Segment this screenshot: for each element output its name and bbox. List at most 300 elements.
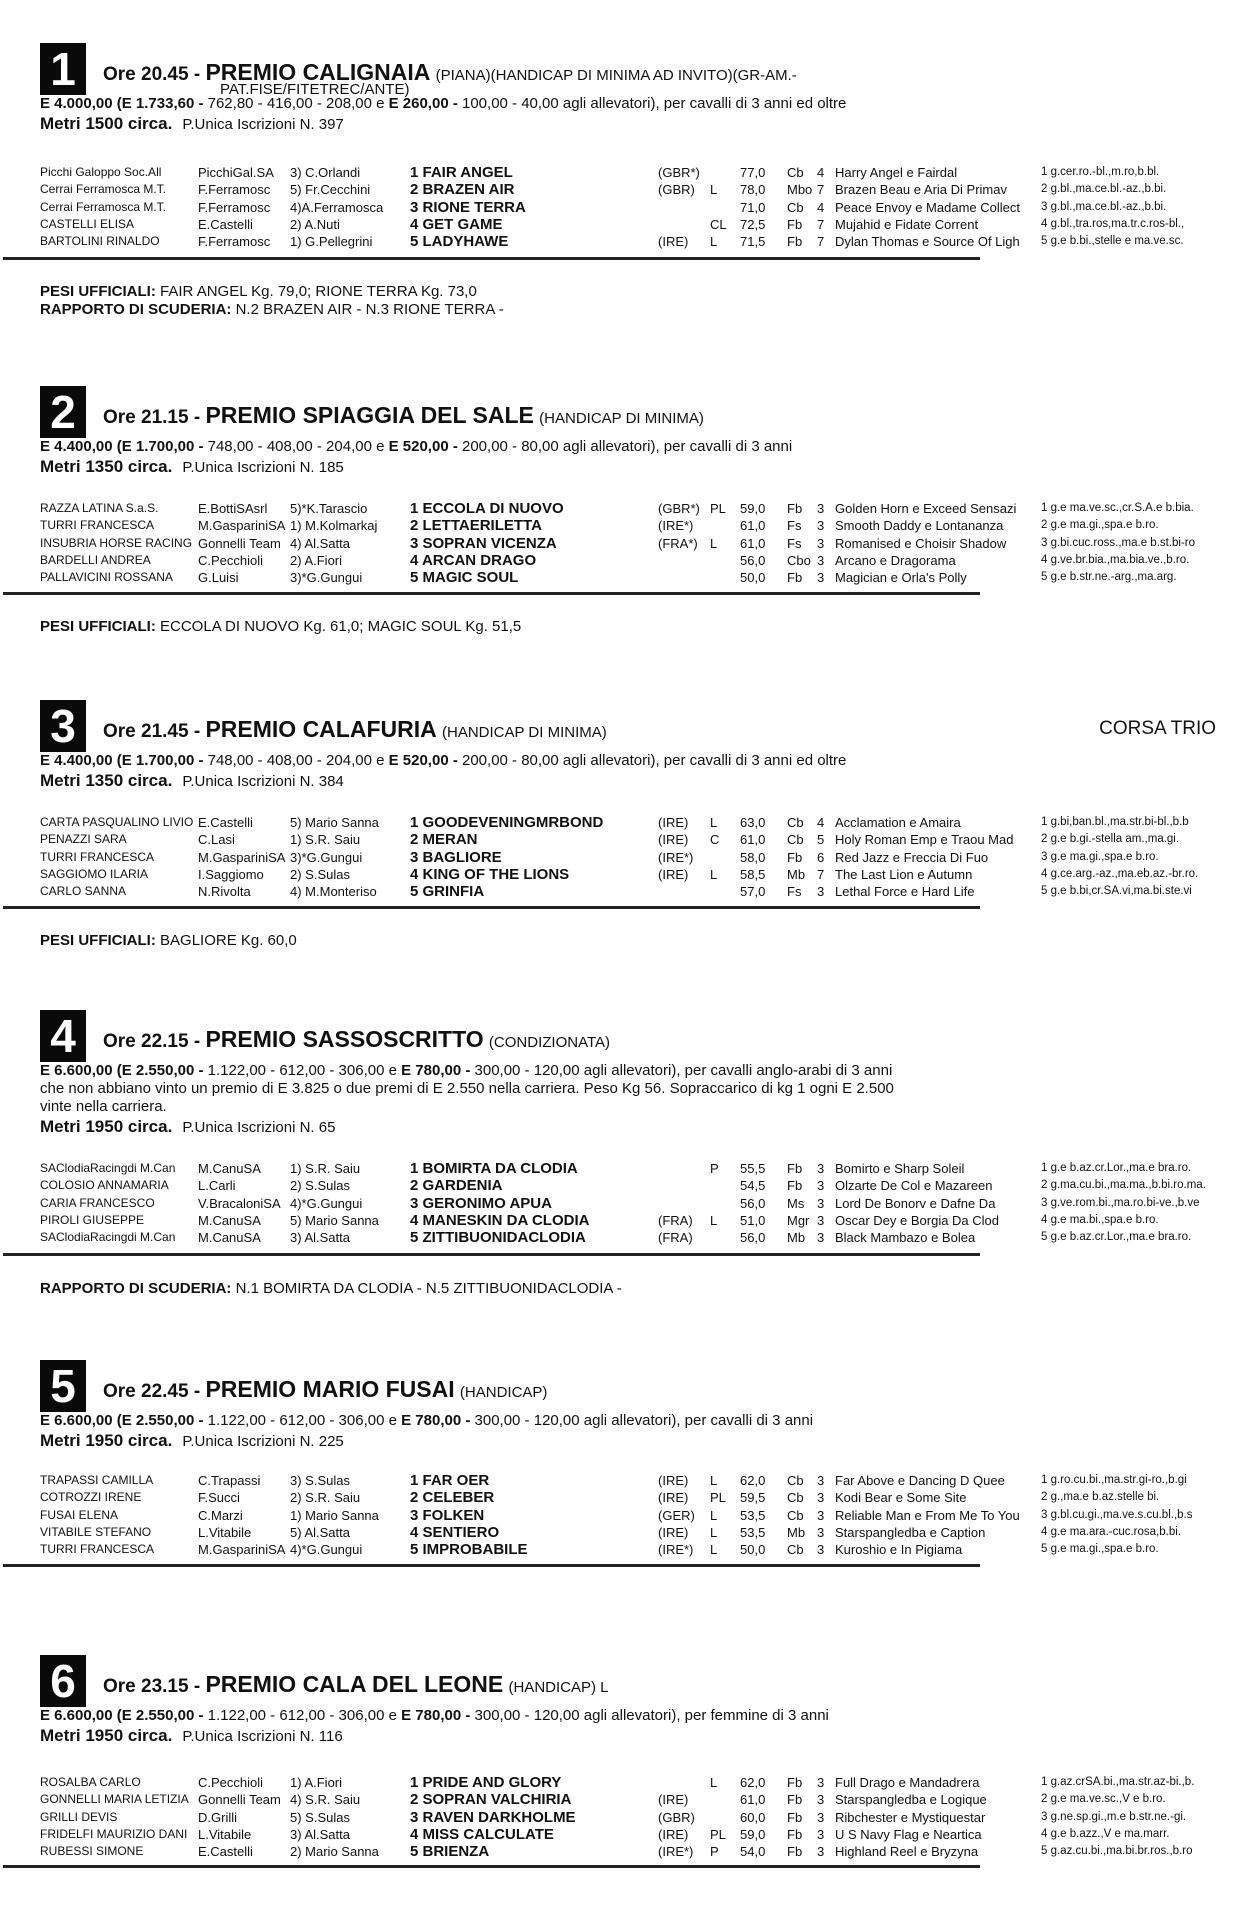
owner-cell: RUBESSI SIMONE — [40, 1844, 144, 1859]
age-cell: 3 — [817, 1213, 825, 1229]
pedigree-cell: Romanised e Choisir Shadow — [835, 535, 1007, 551]
trainer-cell: L.Carli — [198, 1178, 236, 1194]
horse-name: 2 SOPRAN VALCHIRIA — [410, 1791, 572, 1809]
race-info: P.Unica Iscrizioni N. 185 — [182, 459, 344, 476]
silks-cell: 2 g.bl.,ma.ce.bl.-az.,b.bi. — [1041, 183, 1167, 196]
silks-cell: 1 g.cer.ro.-bl.,m.ro,b.bl. — [1041, 166, 1160, 179]
race-5 — [0, 1360, 1241, 1559]
weight-cell: 61,0 — [740, 1792, 766, 1808]
prize-breeders: E 780,00 - — [401, 1062, 471, 1079]
weight-cell: 53,5 — [740, 1525, 766, 1541]
silks-cell: 5 g.e ma.gi.,spa.e b.ro. — [1041, 1543, 1159, 1556]
pedigree-cell: Golden Horn e Exceed Sensazi — [835, 501, 1017, 517]
pedigree-cell: Oscar Dey e Borgia Da Clod — [835, 1213, 1000, 1229]
silks-cell: 2 g.e b.gi.-stella am.,ma.gi. — [1041, 833, 1180, 846]
silks-cell: 4 g.ce.arg.-az.,ma.eb.az.-br.ro. — [1041, 868, 1199, 881]
trainer-cell: F.Succi — [198, 1490, 240, 1506]
entry-row — [40, 1524, 1193, 1541]
owner-cell: FRIDELFI MAURIZIO DANI — [40, 1827, 188, 1842]
divider — [3, 1253, 980, 1256]
age-cell: 3 — [817, 1525, 825, 1541]
race-distance-line — [40, 114, 344, 134]
origin-cell: (IRE*) — [658, 849, 694, 865]
entry-row — [40, 1774, 1194, 1791]
jockey-cell: 5)*K.Tarascio — [290, 501, 368, 517]
entry-row — [40, 866, 1198, 883]
flag-cell: L — [710, 1775, 718, 1791]
trainer-cell: D.Grilli — [198, 1809, 237, 1825]
silks-cell: 5 g.az.cu.bi.,ma.bi.br.ros.,b.ro — [1041, 1845, 1193, 1858]
race-number-badge: 4 — [40, 1010, 86, 1062]
flag-cell — [710, 517, 740, 534]
owner-cell: SAGGIOMO ILARIA — [40, 867, 149, 882]
origin-cell — [658, 216, 710, 233]
trainer-cell: C.Pecchioli — [198, 1775, 264, 1791]
race-header — [0, 1360, 1241, 1412]
weight-cell: 61,0 — [740, 535, 766, 551]
race-conditions-text: che non abbiano vinto un premio di E 3.825 o due premi di E 2.550 nella carriera. Peso Kg 56. Sopraccarico di kg 1 ogni E 2.500 — [40, 1080, 894, 1097]
race-header — [0, 1010, 1241, 1062]
weight-cell: 63,0 — [740, 815, 766, 831]
weight-cell: 54,5 — [740, 1178, 766, 1194]
race-distance: Metri 1950 circa. — [40, 1431, 173, 1450]
age-cell: 7 — [817, 217, 825, 233]
owner-cell: TRAPASSI CAMILLA — [40, 1473, 154, 1488]
horse-name: 5 BRIENZA — [410, 1843, 490, 1861]
flag-cell: L — [710, 867, 718, 883]
prize-breeders: E 780,00 - — [401, 1707, 471, 1724]
prize-breeders-rest: 100,00 - 40,00 agli allevatori), per cavalli di 3 anni ed oltre — [462, 95, 847, 112]
note-text: ECCOLA DI NUOVO Kg. 61,0; MAGIC SOUL Kg. 51,5 — [155, 618, 522, 635]
note-label: PESI UFFICIALI: — [40, 618, 156, 635]
equipment-cell: Cb — [787, 1507, 804, 1523]
weight-cell: 59,0 — [740, 501, 766, 517]
horse-name: 2 LETTAERILETTA — [410, 517, 542, 535]
pedigree-cell: Reliable Man e From Me To You — [835, 1507, 1020, 1523]
note-pesi — [40, 283, 477, 300]
origin-cell — [658, 883, 710, 900]
owner-cell: GRILLI DEVIS — [40, 1809, 118, 1824]
age-cell: 3 — [817, 1178, 825, 1194]
age-cell: 3 — [817, 1230, 825, 1246]
age-cell: 3 — [817, 1507, 825, 1523]
weight-cell: 61,0 — [740, 832, 766, 848]
prize-total: E 6.600,00 — [40, 1412, 113, 1429]
owner-cell: COLOSIO ANNAMARIA — [40, 1178, 169, 1193]
horse-name: 4 ARCAN DRAGO — [410, 552, 537, 570]
horse-name: 1 PRIDE AND GLORY — [410, 1774, 562, 1792]
jockey-cell: 3) S.Sulas — [290, 1473, 350, 1489]
prize-first: (E 2.550,00 - — [116, 1412, 204, 1429]
owner-cell: TURRI FRANCESCA — [40, 1542, 155, 1557]
prize-first: (E 2.550,00 - — [116, 1707, 204, 1724]
race-distance-line — [40, 771, 344, 791]
silks-cell: 4 g.ve.br.bia.,ma.bia.ve.,b.ro. — [1041, 554, 1190, 567]
age-cell: 3 — [817, 1161, 825, 1177]
pedigree-cell: Mujahid e Fidate Corrent — [835, 217, 979, 233]
origin-cell: (GBR) — [658, 1809, 695, 1825]
age-cell: 3 — [817, 518, 825, 534]
note-text: N.2 BRAZEN AIR - N.3 RIONE TERRA - — [231, 301, 504, 318]
equipment-cell: Fb — [787, 1792, 803, 1808]
prize-total: E 4.400,00 — [40, 438, 113, 455]
trainer-cell: F.Ferramosc — [198, 234, 271, 250]
origin-cell: (IRE) — [658, 234, 689, 250]
jockey-cell: 2) A.Nuti — [290, 217, 340, 233]
horse-name: 4 KING OF THE LIONS — [410, 866, 570, 884]
race-time-title — [103, 716, 607, 743]
horse-name: 5 IMPROBABILE — [410, 1541, 528, 1559]
race-condition: (PIANA)(HANDICAP DI MINIMA AD INVITO)(GR-AM.- — [435, 67, 797, 84]
race-distance: Metri 1350 circa. — [40, 771, 173, 790]
jockey-cell: 1) M.Kolmarkaj — [290, 518, 378, 534]
flag-cell — [710, 164, 740, 181]
pedigree-cell: The Last Lion e Autumn — [835, 867, 973, 883]
age-cell: 3 — [817, 1490, 825, 1506]
flag-cell — [710, 883, 740, 900]
race-condition-cont: PAT.FISE/FITETREC/ANTE) — [220, 81, 410, 98]
race-condition: (HANDICAP) — [459, 1384, 548, 1401]
entries-table — [40, 814, 1198, 900]
entry-row — [40, 1541, 1193, 1558]
equipment-cell: Mbo — [787, 182, 813, 198]
origin-cell: (IRE) — [658, 1473, 689, 1489]
pedigree-cell: Arcano e Dragorama — [835, 553, 956, 569]
divider — [3, 257, 980, 260]
flag-cell — [710, 1229, 740, 1246]
origin-cell: (IRE*) — [658, 1542, 694, 1558]
weight-cell: 54,0 — [740, 1844, 766, 1860]
race-prize — [40, 1062, 892, 1080]
origin-cell: (GBR*) — [658, 501, 700, 517]
pedigree-cell: Brazen Beau e Aria Di Primav — [835, 182, 1007, 198]
horse-name: 5 LADYHAWE — [410, 233, 509, 251]
trainer-cell: E.Castelli — [198, 1844, 253, 1860]
silks-cell: 2 g.,ma.e b.az.stelle bi. — [1041, 1491, 1160, 1504]
race-info: P.Unica Iscrizioni N. 65 — [182, 1119, 336, 1136]
divider — [3, 1564, 980, 1567]
horse-name: 3 SOPRAN VICENZA — [410, 534, 557, 552]
horse-name: 5 ZITTIBUONIDACLODIA — [410, 1229, 586, 1247]
race-distance: Metri 1950 circa. — [40, 1117, 173, 1136]
race-time: Ore 22.15 - — [103, 1031, 201, 1052]
silks-cell: 5 g.e b.bi,cr.SA.vi,ma.bi.ste.vi — [1041, 885, 1192, 898]
race-title: PREMIO CALIGNAIA — [205, 59, 431, 85]
equipment-cell: Fb — [787, 1161, 803, 1177]
jockey-cell: 1) S.R. Saiu — [290, 832, 361, 848]
race-title: PREMIO CALAFURIA — [205, 716, 437, 742]
divider — [3, 592, 980, 595]
trainer-cell: E.Castelli — [198, 217, 253, 233]
prize-rest: 762,80 - 416,00 - 208,00 e — [207, 95, 385, 112]
jockey-cell: 1) G.Pellegrini — [290, 234, 373, 250]
equipment-cell: Cb — [787, 1542, 804, 1558]
race-number-badge: 6 — [40, 1655, 86, 1707]
age-cell: 3 — [817, 1809, 825, 1825]
race-prize — [40, 95, 846, 113]
horse-name: 4 SENTIERO — [410, 1524, 500, 1542]
prize-rest: 748,00 - 408,00 - 204,00 e — [207, 438, 385, 455]
jockey-cell: 2) S.Sulas — [290, 867, 350, 883]
prize-breeders-rest: 300,00 - 120,00 agli allevatori), per cavalli di 3 anni — [474, 1412, 814, 1429]
race-condition: (HANDICAP) L — [508, 1679, 609, 1696]
weight-cell: 50,0 — [740, 1542, 766, 1558]
age-cell: 3 — [817, 1844, 825, 1860]
jockey-cell: 3)*G.Gungui — [290, 570, 363, 586]
horse-name: 1 GOODEVENINGMRBOND — [410, 814, 604, 832]
age-cell: 4 — [817, 815, 825, 831]
age-cell: 3 — [817, 553, 825, 569]
race-distance-line — [40, 1431, 344, 1451]
entry-row — [40, 500, 1195, 517]
weight-cell: 72,5 — [740, 217, 766, 233]
note-label: RAPPORTO DI SCUDERIA: — [40, 1280, 232, 1297]
owner-cell: Cerrai Ferramosca M.T. — [40, 199, 167, 214]
equipment-cell: Fs — [787, 884, 802, 900]
flag-cell: L — [710, 535, 718, 551]
owner-cell: Cerrai Ferramosca M.T. — [40, 182, 167, 197]
weight-cell: 55,5 — [740, 1161, 766, 1177]
race-condition: (CONDIZIONATA) — [488, 1034, 611, 1051]
origin-cell: (FRA) — [658, 1213, 693, 1229]
weight-cell: 59,5 — [740, 1490, 766, 1506]
prize-breeders: E 260,00 - — [388, 95, 458, 112]
origin-cell: (IRE) — [658, 1792, 689, 1808]
horse-name: 2 BRAZEN AIR — [410, 181, 515, 199]
race-condition: (HANDICAP DI MINIMA) — [442, 724, 607, 741]
entry-row — [40, 1809, 1194, 1826]
equipment-cell: Fb — [787, 501, 803, 517]
entry-row — [40, 517, 1195, 534]
trainer-cell: M.GaspariniSA — [198, 518, 286, 534]
prize-total: E 6.600,00 — [40, 1062, 113, 1079]
horse-name: 3 FOLKEN — [410, 1506, 485, 1524]
flag-cell — [710, 552, 740, 569]
owner-cell: FUSAI ELENA — [40, 1507, 119, 1522]
weight-cell: 59,0 — [740, 1827, 766, 1843]
age-cell: 3 — [817, 884, 825, 900]
owner-cell: TURRI FRANCESCA — [40, 518, 155, 533]
race-number-badge: 3 — [40, 700, 86, 752]
trainer-cell: M.CanuSA — [198, 1230, 261, 1246]
note-label: RAPPORTO DI SCUDERIA: — [40, 301, 232, 318]
silks-cell: 4 g.e b.azz.,V e ma.marr. — [1041, 1828, 1170, 1841]
origin-cell: (GER) — [658, 1507, 695, 1523]
entry-row — [40, 1160, 1206, 1177]
horse-name: 1 FAIR ANGEL — [410, 164, 513, 182]
silks-cell: 3 g.bl.cu.gi.,ma.ve.s.cu.bl.,b.s — [1041, 1508, 1193, 1521]
horse-name: 4 GET GAME — [410, 216, 503, 234]
note-scuderia — [40, 301, 504, 318]
race-4 — [0, 1010, 1241, 1297]
origin-cell: (FRA) — [658, 1230, 693, 1246]
jockey-cell: 4) Al.Satta — [290, 535, 350, 551]
prize-breeders: E 520,00 - — [388, 752, 458, 769]
trainer-cell: C.Lasi — [198, 832, 235, 848]
weight-cell: 56,0 — [740, 553, 766, 569]
horse-name: 4 MISS CALCULATE — [410, 1826, 554, 1844]
flag-cell: L — [710, 1213, 718, 1229]
silks-cell: 5 g.e b.str.ne.-arg.,ma.arg. — [1041, 571, 1177, 584]
trainer-cell: E.BottiSAsrl — [198, 501, 268, 517]
entry-row — [40, 164, 1184, 181]
silks-cell: 1 g.az.crSA.bi.,ma.str.az-bi.,b. — [1041, 1776, 1195, 1789]
note-label: PESI UFFICIALI: — [40, 283, 156, 300]
jockey-cell: 4)*G.Gungui — [290, 1195, 363, 1211]
silks-cell: 2 g.e ma.gi.,spa.e b.ro. — [1041, 519, 1159, 532]
horse-name: 5 MAGIC SOUL — [410, 569, 519, 587]
race-prize — [40, 1412, 813, 1430]
prize-total: E 4.400,00 — [40, 752, 113, 769]
pedigree-cell: U S Navy Flag e Neartica — [835, 1827, 982, 1843]
silks-cell: 2 g.ma.cu.bi.,ma.ma.,b.bi.ro.ma. — [1041, 1179, 1206, 1192]
entries-table — [40, 1472, 1193, 1558]
entry-row — [40, 1229, 1206, 1246]
jockey-cell: 1) Mario Sanna — [290, 1507, 379, 1523]
prize-first: (E 1.733,60 - — [116, 95, 204, 112]
race-time-title — [103, 1376, 547, 1403]
jockey-cell: 4) M.Monteriso — [290, 884, 377, 900]
age-cell: 3 — [817, 1775, 825, 1791]
weight-cell: 58,5 — [740, 867, 766, 883]
age-cell: 3 — [817, 1827, 825, 1843]
race-prize — [40, 752, 846, 770]
prize-rest: 1.122,00 - 612,00 - 306,00 e — [207, 1412, 397, 1429]
entry-row — [40, 814, 1198, 831]
race-number-badge: 5 — [40, 1360, 86, 1412]
trainer-cell: I.Saggiomo — [198, 867, 264, 883]
pedigree-cell: Acclamation e Amaira — [835, 815, 961, 831]
flag-cell — [710, 569, 740, 586]
owner-cell: CASTELLI ELISA — [40, 217, 135, 232]
flag-cell: P — [710, 1161, 719, 1177]
race-1 — [0, 43, 1241, 318]
horse-name: 3 RAVEN DARKHOLME — [410, 1808, 576, 1826]
trainer-cell: V.BracaloniSA — [198, 1195, 281, 1211]
race-distance-line — [40, 1726, 343, 1746]
note-pesi — [40, 618, 521, 635]
prize-breeders-rest: 300,00 - 120,00 agli allevatori), per femmine di 3 anni — [474, 1707, 829, 1724]
race-header — [0, 43, 1241, 98]
origin-cell: (IRE*) — [658, 518, 694, 534]
owner-cell: PENAZZI SARA — [40, 832, 127, 847]
flag-cell — [710, 1195, 740, 1212]
pedigree-cell: Kodi Bear e Some Site — [835, 1490, 967, 1506]
weight-cell: 77,0 — [740, 165, 766, 181]
entry-row — [40, 849, 1198, 866]
jockey-cell: 5) S.Sulas — [290, 1809, 350, 1825]
entry-row — [40, 1489, 1193, 1506]
race-time: Ore 20.45 - — [103, 64, 201, 85]
trainer-cell: Gonnelli Team — [198, 535, 281, 551]
prize-total: E 4.000,00 — [40, 95, 113, 112]
silks-cell: 1 g.ro.cu.bi.,ma.str.gi-ro.,b.gi — [1041, 1474, 1187, 1487]
flag-cell — [710, 1177, 740, 1194]
race-distance-line — [40, 457, 344, 477]
entry-row — [40, 569, 1195, 586]
race-info: P.Unica Iscrizioni N. 397 — [182, 116, 344, 133]
owner-cell: PIROLI GIUSEPPE — [40, 1213, 145, 1228]
note-text: FAIR ANGEL Kg. 79,0; RIONE TERRA Kg. 73,0 — [155, 283, 477, 300]
race-2 — [0, 386, 1241, 635]
origin-cell — [658, 569, 710, 586]
race-3 — [0, 700, 1241, 949]
horse-name: 2 MERAN — [410, 831, 478, 849]
corsa-trio-tag: CORSA TRIO — [1099, 718, 1216, 739]
trainer-cell: M.CanuSA — [198, 1213, 261, 1229]
silks-cell: 3 g.e ma.gi.,spa.e b.ro. — [1041, 850, 1159, 863]
flag-cell — [710, 1791, 740, 1808]
horse-name: 3 RIONE TERRA — [410, 198, 526, 216]
silks-cell: 4 g.e ma.ara.-cuc.rosa,b.bi. — [1041, 1526, 1181, 1539]
race-time-title — [103, 59, 797, 86]
age-cell: 6 — [817, 849, 825, 865]
origin-cell — [658, 1177, 710, 1194]
jockey-cell: 2) Mario Sanna — [290, 1844, 379, 1860]
race-conditions-text-cont: vinte nella carriera. — [40, 1098, 167, 1115]
horse-name: 2 GARDENIA — [410, 1177, 503, 1195]
entry-row — [40, 1507, 1193, 1524]
equipment-cell: Fs — [787, 518, 802, 534]
owner-cell: BARDELLI ANDREA — [40, 553, 151, 568]
jockey-cell: 2) S.R. Saiu — [290, 1490, 361, 1506]
entries-table — [40, 1774, 1194, 1860]
horse-name: 5 GRINFIA — [410, 883, 485, 901]
entry-row — [40, 1843, 1194, 1860]
owner-cell: GONNELLI MARIA LETIZIA — [40, 1792, 189, 1807]
weight-cell: 78,0 — [740, 182, 766, 198]
silks-cell: 5 g.e b.bi.,stelle e ma.ve.sc. — [1041, 235, 1184, 248]
race-time-title — [103, 402, 704, 429]
equipment-cell: Cb — [787, 199, 804, 215]
race-title: PREMIO SASSOSCRITTO — [205, 1026, 484, 1052]
trainer-cell: E.Castelli — [198, 815, 253, 831]
silks-cell: 4 g.e ma.bi.,spa.e b.ro. — [1041, 1214, 1159, 1227]
note-scuderia — [40, 1280, 622, 1297]
owner-cell: CARIA FRANCESCO — [40, 1195, 155, 1210]
horse-name: 2 CELEBER — [410, 1489, 495, 1507]
prize-breeders-rest: 200,00 - 80,00 agli allevatori), per cavalli di 3 anni — [462, 438, 793, 455]
equipment-cell: Mgr — [787, 1213, 810, 1229]
weight-cell: 56,0 — [740, 1195, 766, 1211]
trainer-cell: F.Ferramosc — [198, 182, 271, 198]
age-cell: 4 — [817, 199, 825, 215]
equipment-cell: Fb — [787, 1844, 803, 1860]
entries-table — [40, 1160, 1206, 1246]
silks-cell: 5 g.e b.az.cr.Lor.,ma.e bra.ro. — [1041, 1231, 1192, 1244]
jockey-cell: 5) Al.Satta — [290, 1525, 350, 1541]
race-prize — [40, 438, 792, 456]
prize-first: (E 1.700,00 - — [116, 438, 204, 455]
weight-cell: 58,0 — [740, 849, 766, 865]
equipment-cell: Fb — [787, 217, 803, 233]
pedigree-cell: Olzarte De Col e Mazareen — [835, 1178, 993, 1194]
jockey-cell: 5) Mario Sanna — [290, 815, 379, 831]
flag-cell: P — [710, 1844, 719, 1860]
equipment-cell: Fs — [787, 535, 802, 551]
pedigree-cell: Smooth Daddy e Lontananza — [835, 518, 1004, 534]
flag-cell: L — [710, 1525, 718, 1541]
race-prize — [40, 1707, 829, 1725]
weight-cell: 50,0 — [740, 570, 766, 586]
equipment-cell: Fb — [787, 1178, 803, 1194]
origin-cell: (IRE) — [658, 1490, 689, 1506]
silks-cell: 1 g.e ma.ve.sc.,cr.S.A.e b.bia. — [1041, 502, 1194, 515]
weight-cell: 71,0 — [740, 199, 766, 215]
prize-breeders-rest: 200,00 - 80,00 agli allevatori), per cavalli di 3 anni ed oltre — [462, 752, 847, 769]
entry-row — [40, 552, 1195, 569]
silks-cell: 3 g.ve.rom.bi.,ma.ro.bi-ve.,b.ve — [1041, 1196, 1200, 1209]
